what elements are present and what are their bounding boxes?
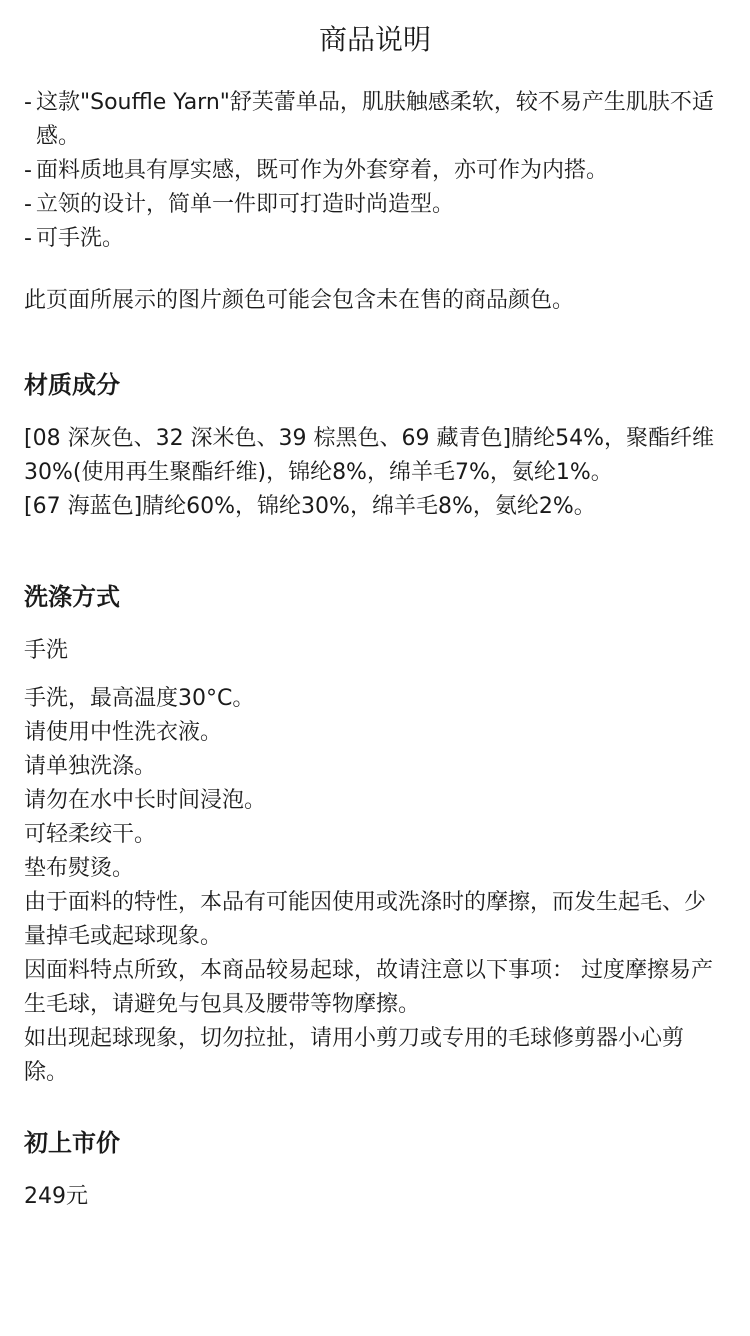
washing-instructions: [24, 682, 726, 1090]
washing-instruction: 因面料特点所致，本商品较易起球，故请注意以下事项： 过度摩擦易产生毛球，请避免与包具及腰带等物摩擦。: [24, 958, 713, 1017]
material-heading: 材质成分: [24, 371, 120, 399]
washing-instruction: 请单独洗涤。: [24, 754, 157, 779]
intro-bullet-list: [24, 86, 726, 256]
price-heading: 初上市价: [24, 1129, 120, 1157]
material-composition: [24, 422, 726, 524]
material-line: [67 海蓝色]腈纶60%，锦纶30%，绵羊毛8%，氨纶2%。: [24, 494, 596, 519]
price-value: 249元: [24, 1184, 88, 1209]
washing-instruction: 手洗，最高温度30°C。: [24, 686, 255, 711]
washing-instruction: 如出现起球现象，切勿拉扯，请用小剪刀或专用的毛球修剪器小心剪除。: [24, 1026, 685, 1085]
washing-section: [24, 580, 726, 1090]
washing-instruction: 请使用中性洗衣液。: [24, 720, 223, 745]
page-title: 商品说明: [318, 23, 431, 56]
price-section: [24, 1126, 726, 1214]
material-line: [08 深灰色、32 深米色、39 棕黑色、69 藏青色]腈纶54%，聚酯纤维30%(使用再生聚酯纤维)，锦纶8%，绵羊毛7%，氨纶1%。: [24, 426, 715, 485]
intro-bullet-item: - 可手洗。: [24, 222, 726, 256]
material-section: [24, 368, 726, 524]
washing-instruction: 请勿在水中长时间浸泡。: [24, 788, 267, 813]
washing-instruction: 可轻柔绞干。: [24, 822, 157, 847]
washing-instruction: 垫布熨烫。: [24, 856, 135, 881]
washing-instruction: 由于面料的特性，本品有可能因使用或洗涤时的摩擦，而发生起毛、少量掉毛或起球现象。: [24, 890, 707, 949]
washing-method: 手洗: [24, 638, 69, 663]
washing-heading: 洗涤方式: [24, 583, 120, 611]
intro-bullet-item: - 立领的设计，简单一件即可打造时尚造型。: [24, 188, 726, 222]
intro-bullet-item: - 这款"Souffle Yarn"舒芙蕾单品，肌肤触感柔软，较不易产生肌肤不适感。: [24, 86, 726, 154]
intro-bullet-item: - 面料质地具有厚实感，既可作为外套穿着，亦可作为内搭。: [24, 154, 726, 188]
color-disclaimer: 此页面所展示的图片颜色可能会包含未在售的商品颜色。: [24, 288, 575, 313]
